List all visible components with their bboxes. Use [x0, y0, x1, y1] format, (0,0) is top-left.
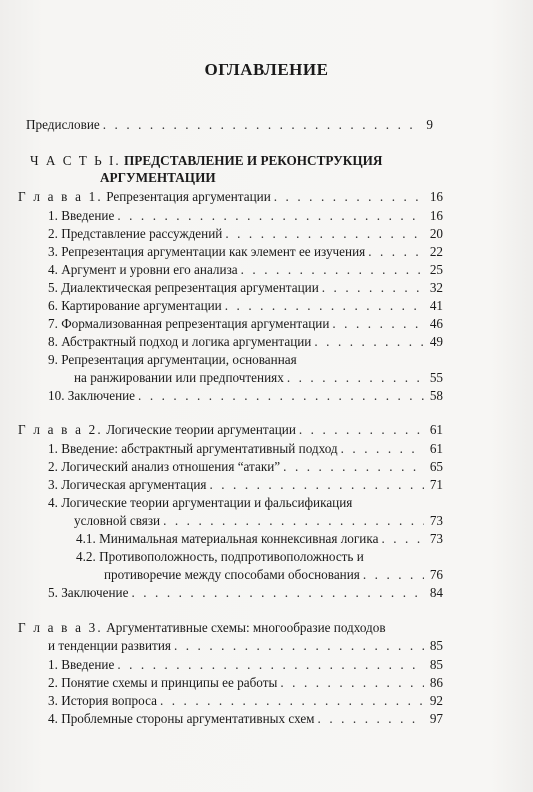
toc-entry-text: 7. Формализованная репрезентация аргументации [48, 316, 330, 331]
toc-chapter-2[interactable] [0, 421, 533, 439]
toc-entry-text: 5. Заключение [48, 585, 129, 600]
leader-dots [332, 315, 424, 333]
toc-entry-text: 2. Логический анализ отношения “атаки” [48, 459, 281, 474]
toc-entry-text: на ранжировании или предпочтениях [74, 370, 284, 385]
toc-page-number: 85 [429, 657, 443, 672]
toc-entry[interactable] [0, 476, 533, 494]
toc-entry[interactable] [0, 530, 533, 548]
toc-page-number: 73 [429, 513, 443, 528]
leader-dots [283, 458, 424, 476]
toc-page-number: 92 [429, 693, 443, 708]
toc-page-number: 32 [429, 280, 443, 295]
toc-entry[interactable] [0, 656, 533, 674]
toc-page-number: 61 [429, 422, 443, 437]
toc-page-number: 76 [429, 567, 443, 582]
toc-entry[interactable] [0, 225, 533, 243]
toc-page-number: 61 [429, 441, 443, 456]
leader-dots [225, 225, 424, 243]
part-heading [30, 152, 470, 186]
leader-dots [368, 243, 424, 261]
toc-page-number: 65 [429, 459, 443, 474]
leader-dots [299, 421, 424, 439]
chapter-label: Г л а в а 2. [18, 422, 103, 437]
leader-dots [117, 207, 424, 225]
leader-dots [174, 637, 424, 655]
toc-entry[interactable] [0, 710, 533, 728]
toc-entry[interactable] [0, 261, 533, 279]
toc-page-number: 16 [429, 208, 443, 223]
toc-entry[interactable] [0, 458, 533, 476]
page-title: ОГЛАВЛЕНИЕ [204, 60, 329, 79]
toc-page-number: 16 [429, 189, 443, 204]
leader-dots [241, 261, 424, 279]
toc-chapter-1[interactable] [0, 188, 533, 206]
toc-entry-text: 5. Диалектическая репрезентация аргументации [48, 280, 319, 295]
leader-dots [363, 566, 424, 584]
toc-entry-text[interactable]: 4. Логические теории аргументации и фальсификация [48, 495, 353, 510]
chapter-title: Репрезентация аргументации [106, 189, 271, 204]
leader-dots [314, 333, 424, 351]
toc-entry-text: 1. Введение [48, 657, 115, 672]
toc-entry-text: 4.1. Минимальная материальная коннексивная логика [76, 531, 379, 546]
toc-entry[interactable] [0, 440, 533, 458]
part-label: Ч А С Т Ь I. [30, 153, 121, 168]
toc-entry-text: Предисловие [26, 117, 100, 132]
toc-chapter-3-line1[interactable] [18, 619, 386, 637]
toc-entry[interactable] [0, 584, 533, 602]
toc-entry-text: противоречие между способами обоснования [104, 567, 360, 582]
toc-page-number: 86 [429, 675, 443, 690]
leader-dots [287, 369, 424, 387]
toc-entry[interactable] [0, 315, 533, 333]
toc-entry-text: 1. Введение [48, 208, 115, 223]
toc-entry[interactable] [0, 512, 533, 530]
toc-entry-text[interactable]: 4.2. Противоположность, подпротивоположность и [76, 549, 364, 564]
toc-entry[interactable] [0, 566, 533, 584]
leader-dots [117, 656, 424, 674]
toc-entry[interactable] [0, 279, 533, 297]
leader-dots [280, 674, 424, 692]
toc-entry-preface[interactable] [0, 116, 533, 134]
toc-entry[interactable] [0, 207, 533, 225]
toc-entry[interactable] [0, 692, 533, 710]
toc-entry[interactable] [0, 297, 533, 315]
chapter-title-line2: и тенденции развития [48, 638, 171, 653]
toc-entry-text: 4. Проблемные стороны аргументативных схем [48, 711, 315, 726]
toc-entry-text: 3. Репрезентация аргументации как элемент ее изучения [48, 244, 366, 259]
leader-dots [209, 476, 424, 494]
leader-dots [318, 710, 424, 728]
toc-entry-text: 2. Представление рассуждений [48, 226, 223, 241]
leader-dots [131, 584, 424, 602]
toc-page-number: 55 [429, 370, 443, 385]
toc-entry-text: 3. Логическая аргументация [48, 477, 207, 492]
toc-page-number: 25 [429, 262, 443, 277]
toc-entry-text[interactable]: 9. Репрезентация аргументации, основанная [48, 352, 297, 367]
leader-dots [341, 440, 424, 458]
leader-dots [225, 297, 424, 315]
toc-entry-text: условной связи [74, 513, 161, 528]
toc-entry-text: 10. Заключение [48, 388, 136, 403]
toc-entry[interactable] [0, 387, 533, 405]
toc-entry-text: 4. Аргумент и уровни его анализа [48, 262, 238, 277]
toc-entry-text: 2. Понятие схемы и принципы ее работы [48, 675, 278, 690]
toc-page-number: 22 [429, 244, 443, 259]
toc-page-number: 41 [429, 298, 443, 313]
toc-page-number: 46 [429, 316, 443, 331]
toc-page-number: 20 [429, 226, 443, 241]
leader-dots [381, 530, 424, 548]
toc-entry-text: 6. Картирование аргументации [48, 298, 222, 313]
toc-page-number: 71 [429, 477, 443, 492]
leader-dots [163, 512, 424, 530]
leader-dots [138, 387, 424, 405]
toc-page-number: 84 [429, 585, 443, 600]
chapter-title: Логические теории аргументации [106, 422, 296, 437]
toc-page-number: 97 [429, 711, 443, 726]
toc-entry-text: 1. Введение: абстрактный аргументативный подход [48, 441, 338, 456]
leader-dots [103, 116, 414, 134]
toc-page-number: 49 [429, 334, 443, 349]
toc-entry[interactable] [0, 674, 533, 692]
toc-entry[interactable] [0, 243, 533, 261]
part-title-line2: АРГУМЕНТАЦИИ [100, 170, 216, 185]
chapter-label: Г л а в а 3. [18, 620, 103, 635]
leader-dots [274, 188, 424, 206]
leader-dots [160, 692, 424, 710]
chapter-title: Аргументативные схемы: многообразие подходов [106, 620, 386, 635]
part-title-line1: ПРЕДСТАВЛЕНИЕ И РЕКОНСТРУКЦИЯ [124, 153, 383, 168]
toc-page-number: 9 [426, 117, 433, 132]
toc-entry[interactable] [0, 369, 533, 387]
toc-entry-text: 8. Абстрактный подход и логика аргументации [48, 334, 312, 349]
toc-entry[interactable] [0, 333, 533, 351]
toc-entry-text: 3. История вопроса [48, 693, 157, 708]
toc-page-number: 85 [429, 638, 443, 653]
toc-chapter-3[interactable] [0, 637, 533, 655]
toc-page-number: 73 [429, 531, 443, 546]
chapter-label: Г л а в а 1. [18, 189, 103, 204]
leader-dots [322, 279, 424, 297]
toc-page-number: 58 [429, 388, 443, 403]
